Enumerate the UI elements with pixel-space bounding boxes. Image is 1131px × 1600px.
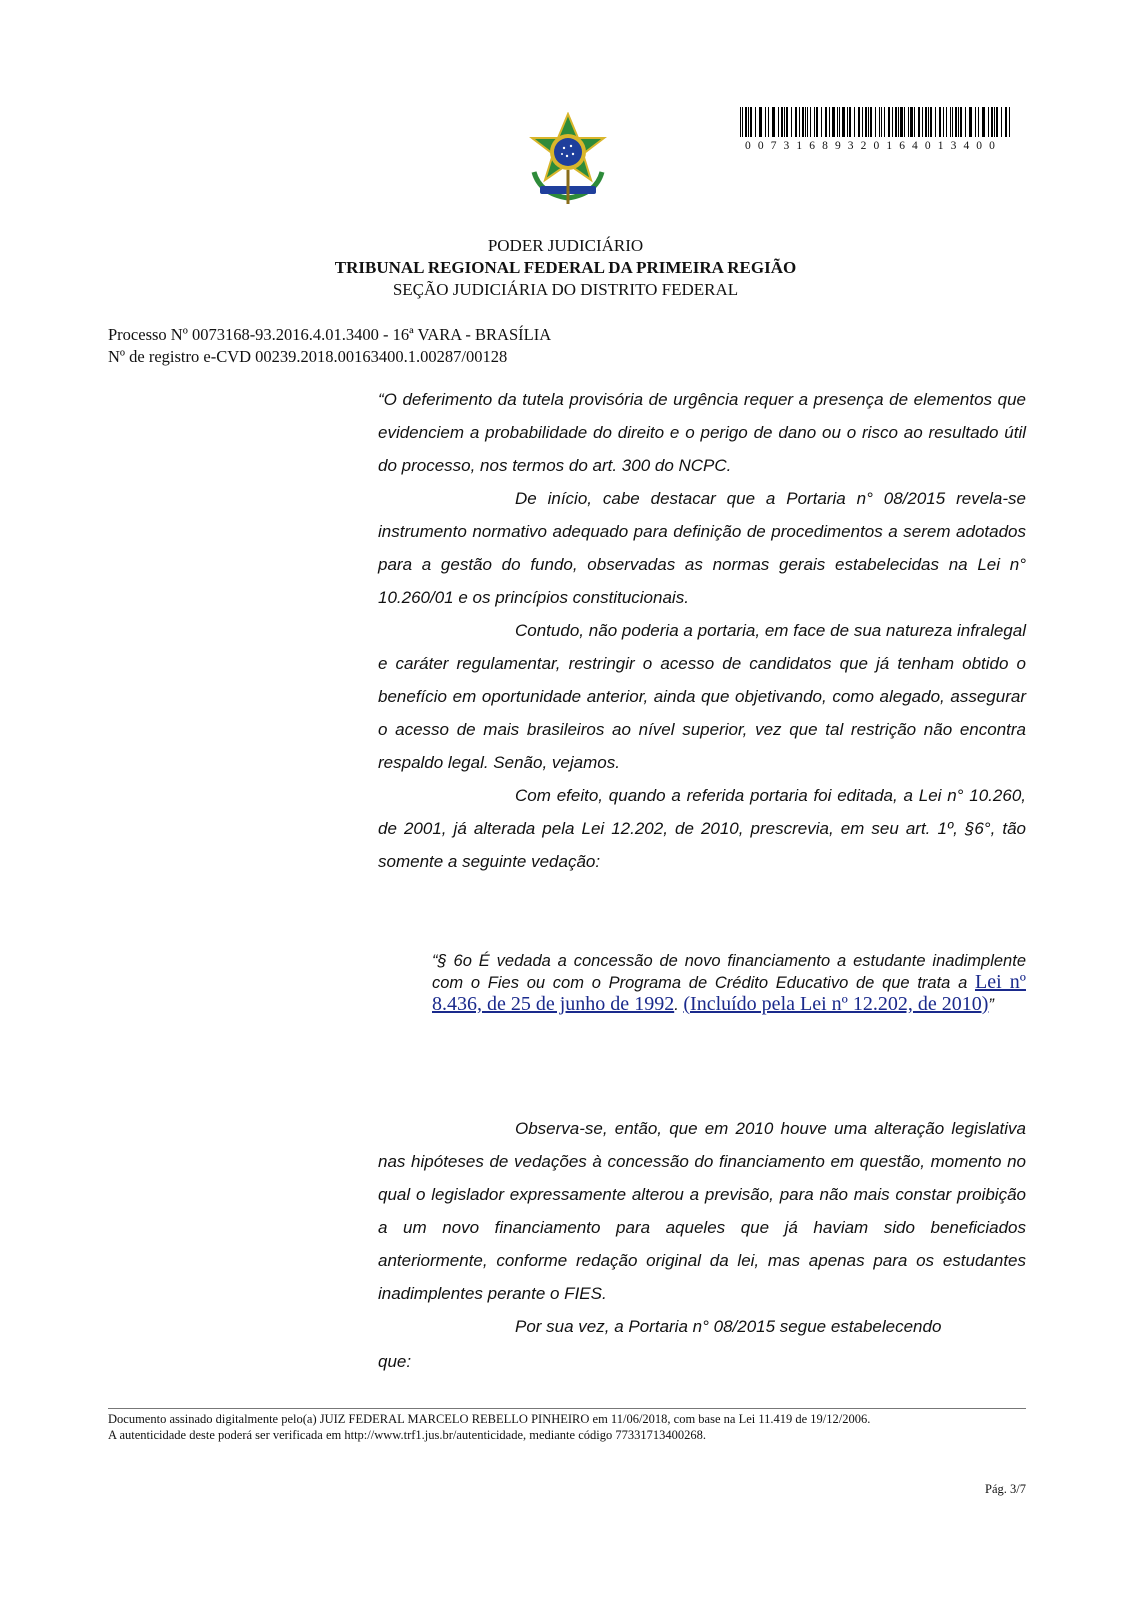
document-body-continued	[378, 1112, 1026, 1378]
barcode-bar	[943, 107, 944, 137]
barcode-image	[740, 107, 1010, 137]
barcode-bar	[799, 107, 800, 137]
barcode-bar	[784, 107, 785, 137]
paragraph: Contudo, não poderia a portaria, em face de sua natureza infralegal e caráter regulamentar, restringir o acesso de candidatos que já tenham obtido o benefício em oportunidade anterior, ainda que objetivando, como alegado, assegurar o acesso de mais brasileiros ao nível superior, vez que tal restrição não encontra respaldo legal. Senão, vejamos.	[378, 621, 1026, 772]
paragraph: Com efeito, quando a referida portaria foi editada, a Lei n° 10.260, de 2001, já alterada pela Lei 12.202, de 2010, prescrevia, em seu art. 1º, §6°, tão somente a seguinte vedação:	[378, 786, 1026, 871]
document-body	[378, 383, 1026, 878]
barcode-bar	[825, 107, 827, 137]
barcode-bar	[745, 107, 747, 137]
barcode-bar	[991, 107, 993, 137]
process-number: Processo Nº 0073168-93.2016.4.01.3400 - 16ª VARA - BRASÍLIA	[108, 325, 552, 344]
authenticity-note: A autenticidade deste poderá ser verificada em http://www.trf1.jus.br/autenticidade, mediante código 77331713400268.	[108, 1428, 706, 1442]
barcode-bar	[935, 107, 936, 137]
barcode-bar	[807, 107, 808, 137]
law-12202-link[interactable]: (Incluído pela Lei nº 12.202, de 2010)	[683, 993, 989, 1015]
barcode-bar	[908, 107, 909, 137]
barcode-bar	[748, 107, 749, 137]
barcode-bar	[982, 107, 985, 137]
barcode-bar	[810, 107, 811, 137]
registry-number: Nº de registro e-CVD 00239.2018.00163400.1.00287/00128	[108, 347, 508, 366]
barcode-bar	[858, 107, 860, 137]
barcode-bar	[759, 107, 762, 137]
barcode-bar	[950, 107, 951, 137]
barcode-bar	[791, 107, 792, 137]
header-section: SEÇÃO JUDICIÁRIA DO DISTRITO FEDERAL	[392, 280, 739, 299]
legal-quote	[432, 951, 1026, 1016]
barcode-bar	[795, 107, 797, 137]
barcode-bar	[914, 107, 915, 137]
barcode-bar	[978, 107, 979, 137]
barcode-bar	[988, 107, 989, 137]
barcode-bar	[742, 107, 743, 137]
barcode-bar	[955, 107, 957, 137]
paragraph: Observa-se, então, que em 2010 houve uma alteração legislativa nas hipóteses de vedações à concessão do financiamento em questão, momento no qual o legislador expressamente alterou a previsão, para não mais constar proibição a um novo financiamento para aqueles que já haviam sido beneficiados anteriormente, conforme redação original da lei, mas apenas para os estudantes inadimplentes perante o FIES.	[378, 1119, 1026, 1303]
barcode-bar	[1005, 107, 1007, 137]
barcode-bar	[772, 107, 775, 137]
barcode-bar	[881, 107, 882, 137]
barcode-bar	[930, 107, 932, 137]
quote-close: ”	[988, 996, 994, 1014]
header-judiciary: PODER JUDICIÁRIO	[487, 236, 644, 255]
barcode-bar	[821, 107, 822, 137]
paragraph: que:	[378, 1352, 412, 1371]
barcode-bar	[740, 107, 741, 137]
barcode-bar	[847, 107, 848, 137]
paragraph: De início, cabe destacar que a Portaria n° 08/2015 revela-se instrumento normativo adequado para definição de procedimentos a serem adotados para a gestão do fundo, observadas as normas gerais estabelecidas na Lei n° 10.260/01 e os princípios constitucionais.	[378, 489, 1026, 607]
barcode-bar	[975, 107, 976, 137]
barcode-bar	[994, 107, 995, 137]
paragraph: “O deferimento da tutela provisória de urgência requer a presença de elementos que evidenciem a probabilidade do direito e o perigo de dano ou o risco ao resultado útil do processo, nos termos do art. 300 do NCPC.	[378, 390, 1026, 475]
law-8436-link[interactable]: Lei nº 8.436, de 25 de junho de 1992	[432, 971, 1026, 1015]
signature-note: Documento assinado digitalmente pelo(a) JUIZ FEDERAL MARCELO REBELLO PINHEIRO em 11/06/2018, com base na Lei 11.419 de 19/12/2006.	[108, 1412, 871, 1426]
barcode-bar	[898, 107, 899, 137]
barcode-digits: 00731689320164013400	[745, 140, 1002, 152]
barcode-bar	[946, 107, 947, 137]
barcode-bar	[865, 107, 867, 137]
barcode-bar	[900, 107, 903, 137]
barcode-bar	[892, 107, 893, 137]
barcode-bar	[939, 107, 941, 137]
barcode-bar	[925, 107, 927, 137]
barcode-bar	[755, 107, 756, 137]
header-tribunal: TRIBUNAL REGIONAL FEDERAL DA PRIMEIRA REGIÃO	[334, 258, 797, 277]
barcode-bar	[965, 107, 966, 137]
barcode-bar	[888, 107, 890, 137]
barcode-bar	[816, 107, 818, 137]
barcode-bar	[837, 107, 838, 137]
barcode-bar	[922, 107, 923, 137]
signature-footer	[108, 1411, 1026, 1443]
barcode-bar	[969, 107, 972, 137]
barcode-bar	[879, 107, 880, 137]
page-number: Pág. 3/7	[985, 1482, 1026, 1496]
barcode-bar	[768, 107, 769, 137]
barcode-bar	[1009, 107, 1010, 137]
barcode-bar	[778, 107, 779, 137]
barcode-bar	[862, 107, 863, 137]
barcode-bar	[832, 107, 835, 137]
barcode-bar	[1001, 107, 1002, 137]
quote-separator: .	[674, 996, 679, 1014]
barcode-bar	[952, 107, 953, 137]
barcode-bar	[765, 107, 766, 137]
barcode-bar	[996, 107, 998, 137]
barcode-bar	[960, 107, 962, 137]
barcode-bar	[805, 107, 806, 137]
barcode-bar	[842, 107, 845, 137]
barcode-bar	[918, 107, 920, 137]
barcode-bar	[829, 107, 830, 137]
barcode-bar	[854, 107, 855, 137]
barcode-bar	[750, 107, 752, 137]
barcode-bar	[958, 107, 959, 137]
barcode-bar	[870, 107, 872, 137]
quote-text: “§ 6o É vedada a concessão de novo financiamento a estudante inadimplente com o Fies ou com o Programa de Crédito Educativo de que trata a	[432, 952, 1026, 992]
barcode-bar	[868, 107, 869, 137]
barcode-bar	[875, 107, 876, 137]
barcode-bar	[910, 107, 913, 137]
barcode-bar	[895, 107, 897, 137]
footer-divider	[108, 1408, 1026, 1409]
barcode-bar	[814, 107, 815, 137]
paragraph: Por sua vez, a Portaria n° 08/2015 segue estabelecendo	[515, 1317, 942, 1336]
brazil-coat-of-arms-emblem	[520, 112, 616, 208]
barcode-bar	[839, 107, 840, 137]
barcode-bar	[781, 107, 783, 137]
barcode-bar	[802, 107, 804, 137]
barcode-bar	[884, 107, 885, 137]
barcode-bar	[849, 107, 851, 137]
barcode-bar	[786, 107, 788, 137]
barcode-bar	[928, 107, 929, 137]
barcode-bar	[904, 107, 905, 137]
